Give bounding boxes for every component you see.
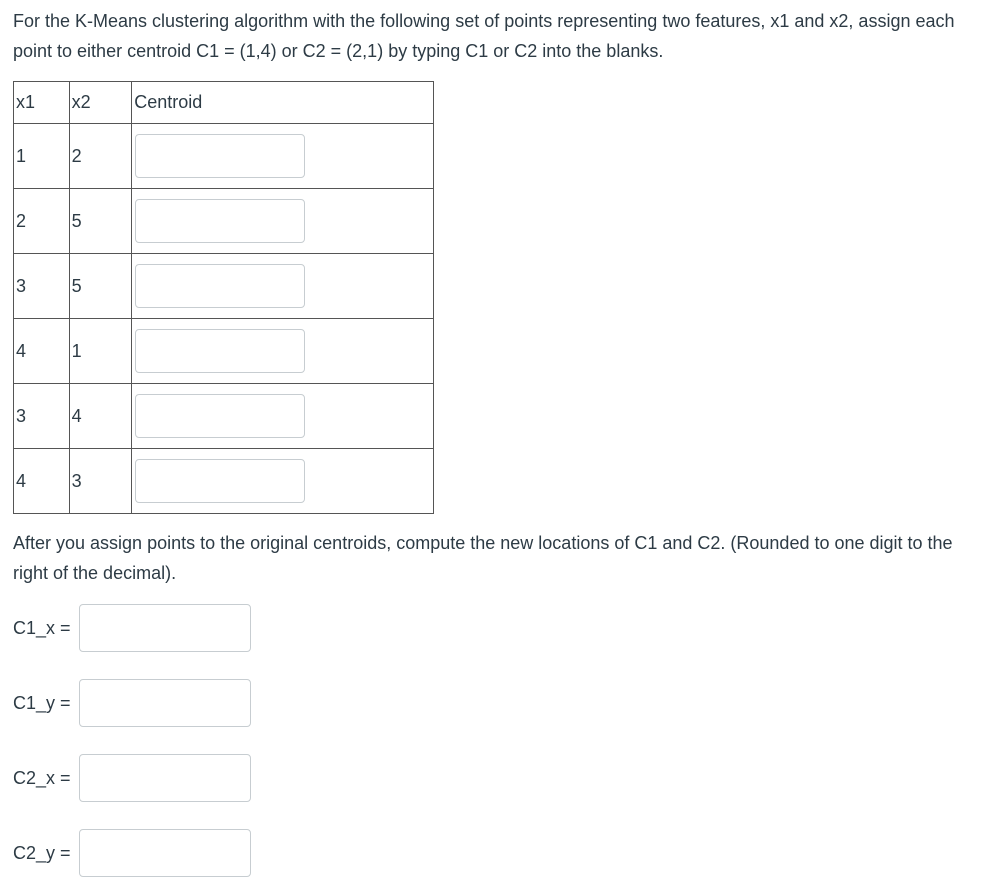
c2y-input[interactable] (79, 829, 251, 877)
cell-x2: 3 (69, 449, 132, 514)
cell-x1: 4 (14, 319, 70, 384)
centroid-input[interactable] (135, 134, 305, 178)
answer-c1x (13, 604, 251, 652)
centroid-input[interactable] (135, 329, 305, 373)
cell-x1: 4 (14, 449, 70, 514)
cell-centroid (132, 254, 434, 319)
cell-centroid (132, 189, 434, 254)
table-row (14, 384, 434, 449)
header-centroid: Centroid (132, 82, 434, 124)
cell-centroid (132, 384, 434, 449)
cell-x1: 1 (14, 124, 70, 189)
c1y-input[interactable] (79, 679, 251, 727)
cell-x1: 2 (14, 189, 70, 254)
answer-c1y (13, 679, 251, 727)
centroid-input[interactable] (135, 459, 305, 503)
header-x1: x1 (14, 82, 70, 124)
cell-centroid (132, 449, 434, 514)
question-intro: For the K-Means clustering algorithm with the following set of points representing two features, x1 and x2, assign each point to either centroid C1 = (1,4) or C2 = (2,1) by typing C1 or C2 into the blanks. (13, 11, 955, 61)
answer-label: C2_x = (13, 767, 71, 788)
table-row (14, 189, 434, 254)
answer-label: C1_y = (13, 692, 71, 713)
cell-x1: 3 (14, 384, 70, 449)
table-row (14, 449, 434, 514)
cell-x2: 2 (69, 124, 132, 189)
centroid-input[interactable] (135, 199, 305, 243)
answer-label: C1_x = (13, 617, 71, 638)
cell-centroid (132, 124, 434, 189)
cell-x2: 5 (69, 254, 132, 319)
centroid-input[interactable] (135, 264, 305, 308)
cell-x1: 3 (14, 254, 70, 319)
question-followup: After you assign points to the original centroids, compute the new locations of C1 and C2. (Rounded to one digit to the right of the decimal). (13, 533, 953, 583)
table-row (14, 319, 434, 384)
c2x-input[interactable] (79, 754, 251, 802)
table-header-row (14, 82, 434, 124)
cell-centroid (132, 319, 434, 384)
cell-x2: 1 (69, 319, 132, 384)
points-table (13, 81, 434, 514)
answer-label: C2_y = (13, 842, 71, 863)
table-row (14, 124, 434, 189)
c1x-input[interactable] (79, 604, 251, 652)
centroid-input[interactable] (135, 394, 305, 438)
cell-x2: 4 (69, 384, 132, 449)
table-row (14, 254, 434, 319)
cell-x2: 5 (69, 189, 132, 254)
answer-c2y (13, 829, 251, 877)
answer-c2x (13, 754, 251, 802)
header-x2: x2 (69, 82, 132, 124)
